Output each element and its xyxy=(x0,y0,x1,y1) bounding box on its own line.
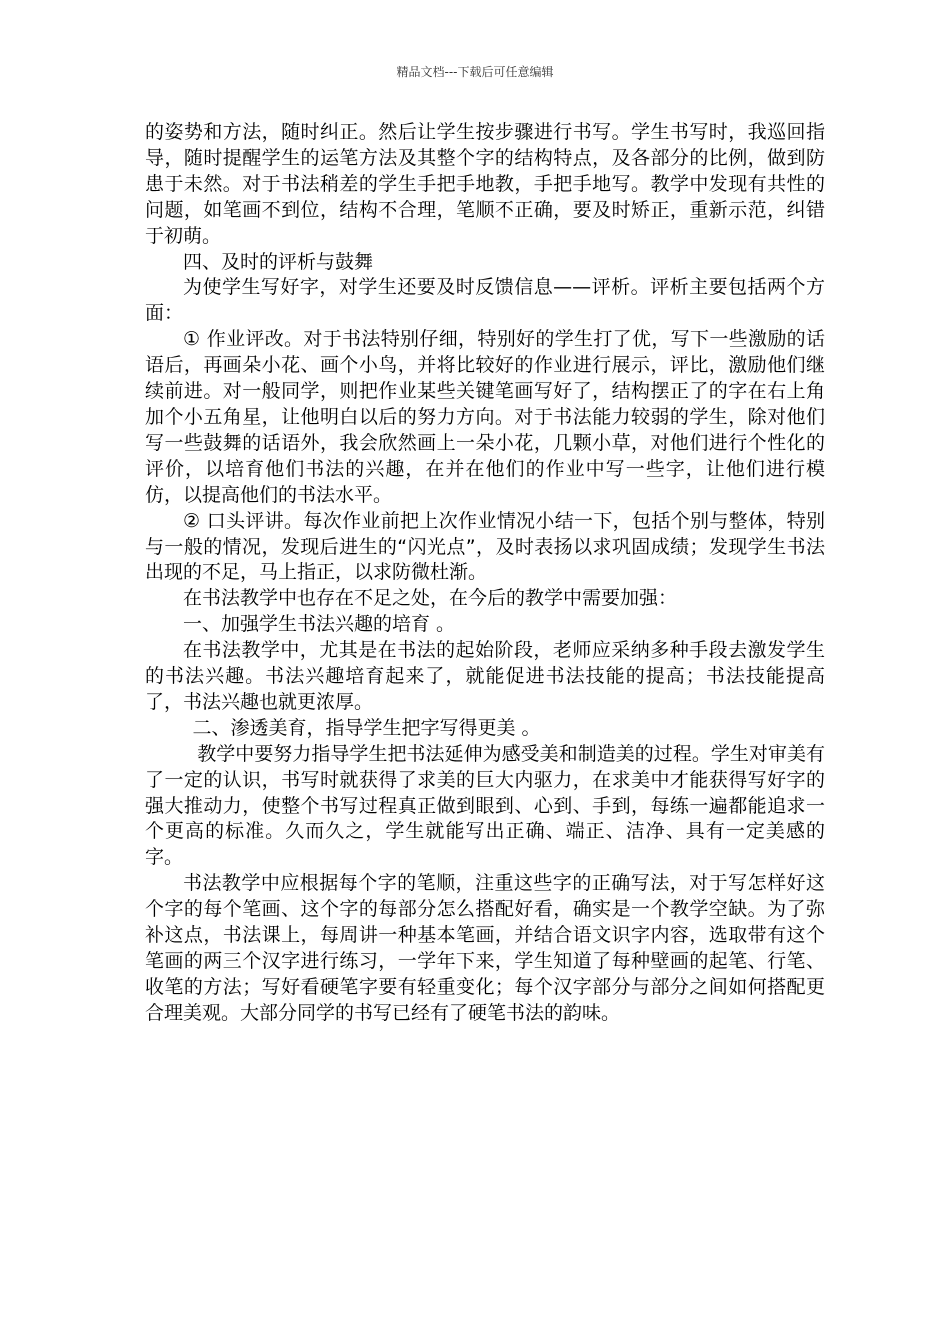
document-body xyxy=(145,120,825,1027)
paragraph-stroke-order: 书法教学中应根据每个字的笔顺，注重这些字的正确写法，对于写怎样好这个字的每个笔画、这个字的每部分怎么搭配好看，确实是一个教学空缺。为了弥补这点，书法课上，每周讲一种基本笔画，并结合语文识字内容，选取带有这个笔画的两三个汉字进行练习，一学年下来，学生知道了每种壁画的起笔、行笔、收笔的方法；写好看硬笔字要有轻重变化；每个汉字部分与部分之间如何搭配更合理美观。大部分同学的书写已经有了硬笔书法的韵味。 xyxy=(145,872,825,1024)
heading-interest: 一、加强学生书法兴趣的培育 。 xyxy=(183,613,456,636)
paragraph-homework-review: ① 作业评改。对于书法特别仔细，特别好的学生打了优，写下一些激励的话语后，再画朵小花、画个小鸟，并将比较好的作业进行展示，评比，激励他们继续前进。对一般同学，则把作业某些关键笔画写好了，结构摆正了的字在右上角加个小五角星，让他明白以后的努力方向。对于书法能力较弱的学生，除对他们写一些鼓舞的话语外，我会欣然画上一朵小花，几颗小草，对他们进行个性化的评价，以培育他们书法的兴趣，在并在他们的作业中写一些字，让他们进行模仿，以提高他们的书法水平。 xyxy=(145,328,825,506)
paragraph-feedback-intro: 为使学生写好字，对学生还要及时反馈信息——评析。评析主要包括两个方面： xyxy=(145,276,825,325)
paragraph-aesthetics: 教学中要努力指导学生把书法延伸为感受美和制造美的过程。学生对审美有了一定的认识，书写时就获得了求美的巨大内驱力，在求美中才能获得写好字的强大推动力，使整个书写过程真正做到眼到、心到、手到，每练一遍都能追求一个更高的标准。久而久之，学生就能写出正确、端正、洁净、具有一定美感的字。 xyxy=(145,742,825,869)
paragraph-interest: 在书法教学中，尤其是在书法的起始阶段，老师应采纳多种手段去激发学生的书法兴趣。书法兴趣培育起来了，就能促进书法技能的提高；书法技能提高了，书法兴趣也就更浓厚。 xyxy=(145,639,825,713)
paragraph-continuation: 的姿势和方法，随时纠正。然后让学生按步骤进行书写。学生书写时，我巡回指导，随时提醒学生的运笔方法及其整个字的结构特点，及各部分的比例，做到防患于未然。对于书法稍差的学生手把手地教，手把手地写。教学中发现有共性的问题，如笔画不到位，结构不合理，笔顺不正确，要及时矫正，重新示范，纠错于初萌。 xyxy=(145,121,825,247)
paragraph-shortcomings: 在书法教学中也存在不足之处，在今后的教学中需要加强： xyxy=(183,587,678,610)
heading-feedback: 四、及时的评析与鼓舞 xyxy=(183,250,374,273)
page-header: 精品文档---下载后可任意编辑 xyxy=(396,65,554,79)
heading-aesthetics: 二、渗透美育，指导学生把字写得更美 。 xyxy=(192,716,541,739)
paragraph-oral-review: ② 口头评讲。每次作业前把上次作业情况小结一下，包括个别与整体，特别与一般的情况，发现后进生的“闪光点”，及时表扬以求巩固成绩；发现学生书法出现的不足，马上指正，以求防微杜渐。 xyxy=(145,509,825,584)
